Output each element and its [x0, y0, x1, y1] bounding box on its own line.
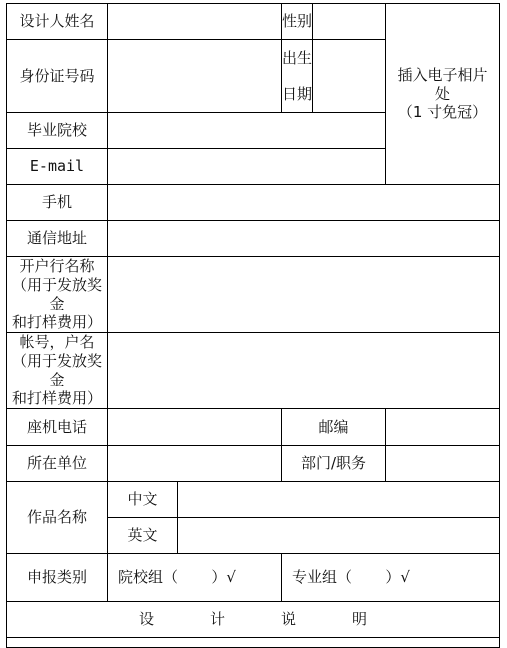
registration-form-table — [6, 3, 500, 648]
design-description-heading — [7, 602, 500, 638]
employer-label: 所在单位 — [7, 446, 108, 482]
work-name-english-field[interactable] — [178, 518, 500, 554]
dept-position-label: 部门/职务 — [282, 446, 386, 482]
birth-date-field[interactable] — [313, 40, 386, 113]
category-professional-text: 专业组（ ）√ — [292, 568, 410, 587]
email-field[interactable] — [108, 149, 386, 185]
photo-label-line3: （1 寸免冠） — [397, 103, 488, 122]
bank-name-label-line3: 和打样费用） — [11, 313, 102, 332]
designer-name-field[interactable] — [108, 4, 282, 40]
landline-field[interactable] — [108, 409, 282, 446]
bank-name-label-line2: （用于发放奖金 — [11, 275, 102, 313]
employer-field[interactable] — [108, 446, 282, 482]
address-field[interactable] — [108, 221, 500, 257]
birth-date-label-line2: 日期 — [282, 84, 313, 103]
bank-name-label-line1: 开户行名称 — [19, 257, 95, 275]
english-label: 英文 — [108, 518, 178, 554]
work-name-chinese-field[interactable] — [178, 482, 500, 518]
postcode-label: 邮编 — [282, 409, 386, 446]
chinese-label: 中文 — [108, 482, 178, 518]
postcode-field[interactable] — [386, 409, 500, 446]
bank-name-label — [7, 257, 108, 333]
birth-date-label — [282, 40, 313, 113]
id-number-field[interactable] — [108, 40, 282, 113]
category-school-text: 院校组（ ）√ — [118, 568, 236, 587]
designer-name-label: 设计人姓名 — [7, 4, 108, 40]
photo-label-line1: 插入电子相片 — [397, 65, 488, 84]
school-label: 毕业院校 — [7, 113, 108, 149]
work-name-label: 作品名称 — [7, 482, 108, 554]
gender-field[interactable] — [313, 4, 386, 40]
school-field[interactable] — [108, 113, 386, 149]
account-label — [7, 333, 108, 409]
heading-char-1: 设 — [138, 610, 154, 629]
account-label-line3: 和打样费用） — [11, 389, 102, 408]
id-number-label: 身份证号码 — [7, 40, 108, 113]
account-label-line1: 帐号，户名 — [19, 333, 95, 351]
bank-name-field[interactable] — [108, 257, 500, 333]
heading-char-3: 说 — [281, 610, 297, 629]
mobile-field[interactable] — [108, 185, 500, 221]
account-label-line2: （用于发放奖金 — [11, 351, 102, 389]
dept-position-field[interactable] — [386, 446, 500, 482]
mobile-label: 手机 — [7, 185, 108, 221]
heading-char-2: 计 — [209, 610, 225, 629]
photo-label-line2: 处 — [434, 84, 450, 103]
email-label: E-mail — [7, 149, 108, 185]
heading-char-4: 明 — [352, 610, 368, 629]
birth-date-label-line1: 出生 — [282, 48, 313, 67]
landline-label: 座机电话 — [7, 409, 108, 446]
design-description-field[interactable] — [7, 638, 500, 648]
category-school-option[interactable] — [108, 554, 282, 602]
photo-placeholder[interactable] — [386, 4, 500, 185]
category-label: 申报类别 — [7, 554, 108, 602]
address-label: 通信地址 — [7, 221, 108, 257]
account-field[interactable] — [108, 333, 500, 409]
category-professional-option[interactable] — [282, 554, 500, 602]
gender-label: 性别 — [282, 4, 313, 40]
